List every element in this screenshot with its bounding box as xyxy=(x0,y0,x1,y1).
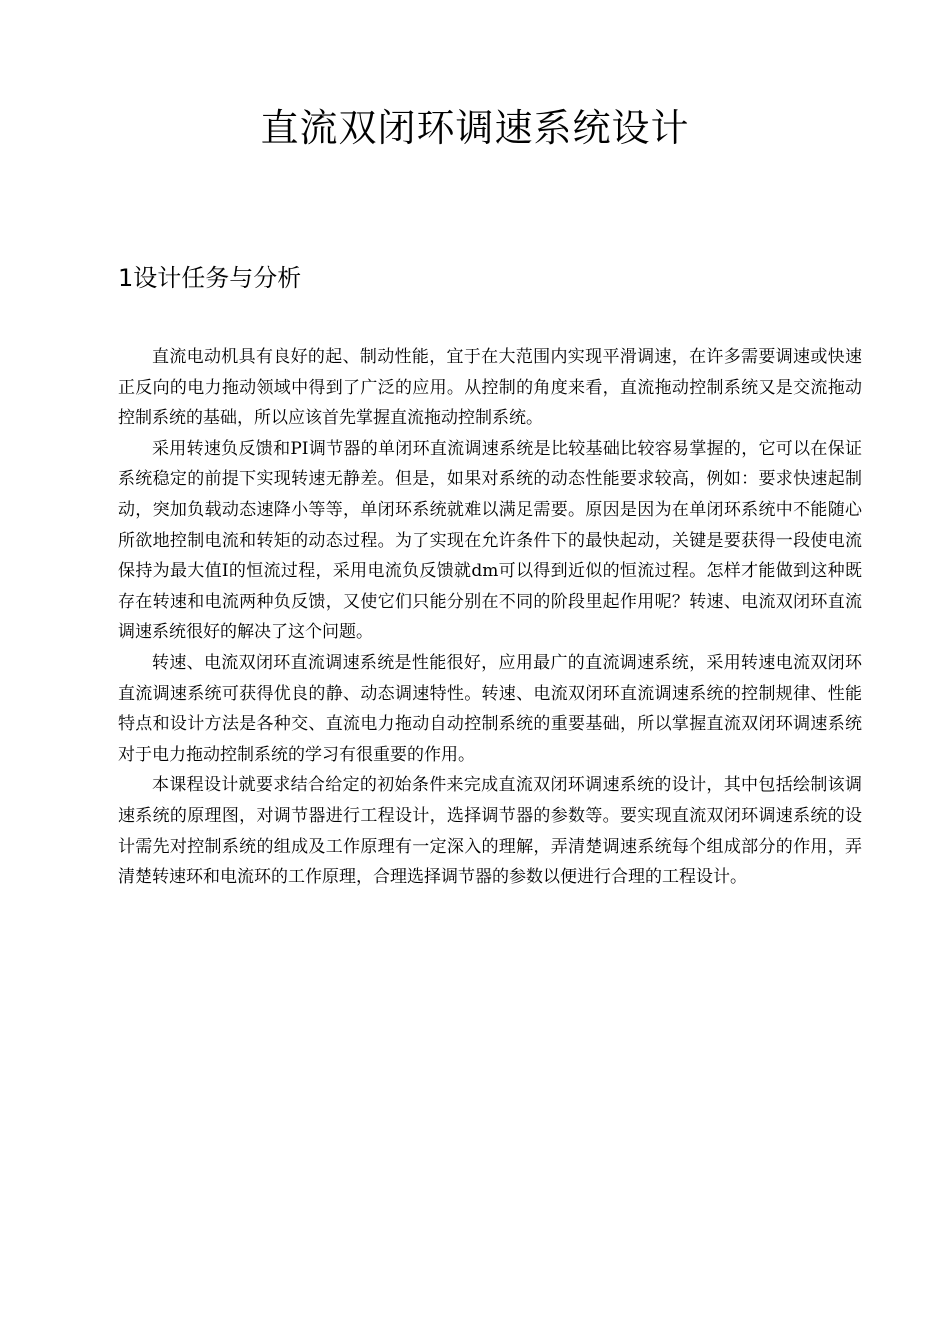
section-heading: 1设计任务与分析 xyxy=(118,264,302,292)
paragraph: 直流电动机具有良好的起、制动性能，宜于在大范围内实现平滑调速，在许多需要调速或快速正反向的电力拖动领域中得到了广泛的应用。从控制的角度来看，直流拖动控制系统又是交流拖动控制系统的基础，所以应该首先掌握直流拖动控制系统。 xyxy=(118,347,862,429)
paragraph: 采用转速负反馈和PI调节器的单闭环直流调速系统是比较基础比较容易掌握的，它可以在保证系统稳定的前提下实现转速无静差。但是，如果对系统的动态性能要求较高，例如：要求快速起制动，突加负载动态速降小等等，单闭环系统就难以满足需要。原因是因为在单闭环系统中不能随心所欲地控制电流和转矩的动态过程。为了实现在允许条件下的最快起动，关键是要获得一段使电流保持为最大值I的恒流过程，采用电流负反馈就dm可以得到近似的恒流过程。怎样才能做到这种既存在转速和电流两种负反馈，又使它们只能分别在不同的阶段里起作用呢？转速、电流双闭环直流调速系统很好的解决了这个问题。 xyxy=(118,438,862,643)
paragraph: 转速、电流双闭环直流调速系统是性能很好，应用最广的直流调速系统，采用转速电流双闭环直流调速系统可获得优良的静、动态调速特性。转速、电流双闭环直流调速系统的控制规律、性能特点和设计方法是各种交、直流电力拖动自动控制系统的重要基础，所以掌握直流双闭环调速系统对于电力拖动控制系统的学习有很重要的作用。 xyxy=(118,652,862,765)
paragraph: 本课程设计就要求结合给定的初始条件来完成直流双闭环调速系统的设计，其中包括绘制该调速系统的原理图，对调节器进行工程设计，选择调节器的参数等。要实现直流双闭环调速系统的设计需先对控制系统的组成及工作原理有一定深入的理解，弄清楚调速系统每个组成部分的作用，弄清楚转速环和电流环的工作原理，合理选择调节器的参数以便进行合理的工程设计。 xyxy=(118,775,862,888)
document-title: 直流双闭环调速系统设计 xyxy=(260,106,690,150)
section-body xyxy=(118,342,862,893)
